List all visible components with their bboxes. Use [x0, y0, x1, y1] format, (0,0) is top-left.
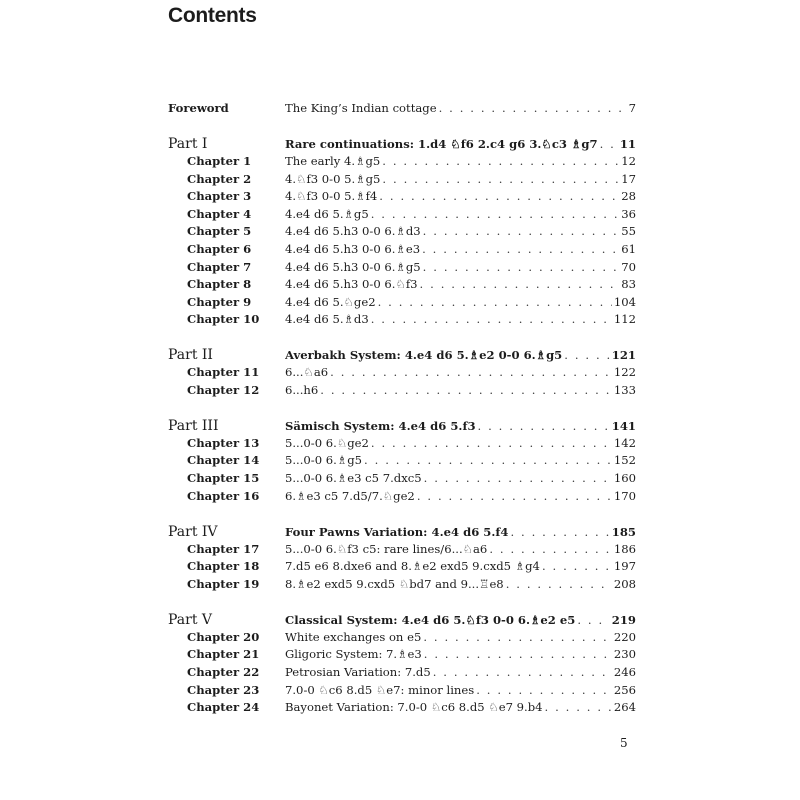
dot-leader [371, 435, 612, 453]
dot-leader [423, 629, 612, 647]
dot-leader [476, 682, 612, 700]
chapter-page: 133 [613, 382, 636, 397]
dot-leader [439, 100, 627, 118]
toc-part-row [168, 523, 636, 541]
dot-leader [506, 576, 612, 594]
toc-chapter-row [168, 452, 636, 470]
page-number: 5 [620, 736, 628, 750]
chapter-title: 4.e4 d6 5.♗g5 [285, 206, 369, 221]
dot-leader [382, 171, 619, 189]
part-label: Part IV [168, 523, 218, 540]
chapter-title: 6...h6 [285, 382, 319, 397]
dot-leader [433, 664, 612, 682]
chapter-page: 104 [613, 294, 636, 309]
chapter-entry[interactable] [285, 488, 636, 506]
toc-part-row [168, 611, 636, 629]
chapter-page: 112 [613, 312, 636, 327]
dot-leader [364, 452, 612, 470]
section-gap [168, 118, 636, 135]
chapter-page: 230 [613, 647, 636, 662]
part-page: 11 [619, 136, 636, 151]
chapter-title: 4.♘f3 0-0 5.♗g5 [285, 171, 381, 186]
toc-chapter-row [168, 629, 636, 647]
toc-chapter-row [168, 682, 636, 700]
section-gap [168, 400, 636, 417]
chapter-page: 36 [621, 206, 636, 221]
part-page: 219 [611, 612, 636, 627]
dot-leader [600, 135, 618, 153]
toc-chapter-row [168, 223, 636, 241]
chapter-entry[interactable] [285, 382, 636, 400]
dot-leader [424, 646, 612, 664]
part-title: Averbakh System: 4.e4 d6 5.♗e2 0-0 6.♗g5 [285, 348, 563, 363]
part-label: Part II [168, 347, 213, 364]
dot-leader [330, 364, 612, 382]
toc-chapter-row [168, 241, 636, 259]
foreword-label: Foreword [168, 101, 229, 115]
toc-chapter-row [168, 364, 636, 382]
part-page: 185 [611, 524, 636, 539]
toc-chapter-row [168, 188, 636, 206]
chapter-page: 12 [621, 153, 636, 168]
dot-leader [420, 276, 620, 294]
chapter-title: 4.♘f3 0-0 5.♗f4 [285, 189, 378, 204]
chapter-page: 122 [613, 365, 636, 380]
toc-chapter-row [168, 541, 636, 559]
chapter-label: Chapter 22 [187, 665, 260, 680]
chapter-page: 186 [613, 541, 636, 556]
toc-chapter-row [168, 276, 636, 294]
table-of-contents [168, 100, 636, 717]
toc-chapter-row [168, 664, 636, 682]
dot-leader [577, 611, 609, 629]
chapter-page: 83 [621, 277, 636, 292]
toc-chapter-row [168, 470, 636, 488]
chapter-entry[interactable] [285, 558, 636, 576]
chapter-page: 70 [621, 259, 636, 274]
part-entry[interactable] [285, 346, 636, 364]
part-label: Part I [168, 135, 208, 152]
chapter-page: 17 [621, 171, 636, 186]
chapter-title: 7.d5 e6 8.dxe6 and 8.♗e2 exd5 9.cxd5 ♗g4 [285, 559, 540, 574]
part-title: Four Pawns Variation: 4.e4 d6 5.f4 [285, 524, 509, 539]
chapter-title: Bayonet Variation: 7.0-0 ♘c6 8.d5 ♘e7 9.b4 [285, 700, 543, 715]
chapter-title: 4.e4 d6 5.♘ge2 [285, 294, 376, 309]
chapter-entry[interactable] [285, 699, 636, 717]
chapter-title: Gligoric System: 7.♗e3 [285, 647, 422, 662]
chapter-page: 246 [613, 665, 636, 680]
toc-chapter-row [168, 382, 636, 400]
toc-foreword-row [168, 100, 636, 118]
chapter-entry[interactable] [285, 646, 636, 664]
chapter-title: 5...0-0 6.♘f3 c5: rare lines/6...♘a6 [285, 541, 488, 556]
part-title: Classical System: 4.e4 d6 5.♘f3 0-0 6.♗e2 e5 [285, 612, 576, 627]
chapter-entry[interactable] [285, 576, 636, 594]
dot-leader [371, 311, 612, 329]
chapter-page: 256 [613, 682, 636, 697]
chapter-entry[interactable] [285, 259, 636, 277]
toc-part-row [168, 346, 636, 364]
toc-chapter-row [168, 558, 636, 576]
toc-chapter-row [168, 206, 636, 224]
dot-leader [423, 223, 620, 241]
chapter-page: 264 [613, 700, 636, 715]
chapter-label: Chapter 7 [187, 259, 252, 274]
dot-leader [371, 206, 620, 224]
section-gap [168, 505, 636, 522]
chapter-label: Chapter 8 [187, 277, 252, 292]
toc-part-row [168, 417, 636, 435]
chapter-title: 5...0-0 6.♘ge2 [285, 435, 369, 450]
chapter-page: 170 [613, 488, 636, 503]
chapter-title: 4.e4 d6 5.h3 0-0 6.♗e3 [285, 241, 421, 256]
chapter-title: 5...0-0 6.♗g5 [285, 453, 363, 468]
chapter-entry[interactable] [285, 311, 636, 329]
chapter-page: 220 [613, 629, 636, 644]
toc-chapter-row [168, 646, 636, 664]
chapter-entry[interactable] [285, 276, 636, 294]
chapter-label: Chapter 20 [187, 629, 260, 644]
chapter-entry[interactable] [285, 294, 636, 312]
part-entry[interactable] [285, 135, 636, 153]
chapter-label: Chapter 9 [187, 294, 252, 309]
chapter-title: 5...0-0 6.♗e3 c5 7.dxc5 [285, 471, 422, 486]
chapter-page: 160 [613, 471, 636, 486]
dot-leader [424, 470, 612, 488]
chapter-label: Chapter 15 [187, 471, 260, 486]
dot-leader [382, 153, 619, 171]
toc-part-row [168, 135, 636, 153]
dot-leader [417, 488, 612, 506]
chapter-entry[interactable] [285, 629, 636, 647]
chapter-title: The early 4.♗g5 [285, 153, 381, 168]
chapter-title: 7.0-0 ♘c6 8.d5 ♘e7: minor lines [285, 682, 475, 697]
dot-leader [542, 558, 612, 576]
chapter-entry[interactable] [285, 206, 636, 224]
chapter-page: 28 [621, 189, 636, 204]
dot-leader [320, 382, 612, 400]
chapter-entry[interactable] [285, 171, 636, 189]
chapter-page: 208 [613, 576, 636, 591]
chapter-entry[interactable] [285, 541, 636, 559]
chapter-label: Chapter 6 [187, 241, 252, 256]
chapter-title: 4.e4 d6 5.♗d3 [285, 312, 369, 327]
parts-list [168, 118, 636, 717]
chapter-label: Chapter 17 [187, 541, 260, 556]
part-page: 121 [611, 348, 636, 363]
part-label: Part V [168, 611, 213, 628]
chapter-entry[interactable] [285, 664, 636, 682]
toc-chapter-row [168, 171, 636, 189]
chapter-label: Chapter 10 [187, 312, 260, 327]
chapter-label: Chapter 3 [187, 189, 252, 204]
chapter-label: Chapter 2 [187, 171, 252, 186]
chapter-label: Chapter 5 [187, 224, 252, 239]
chapter-label: Chapter 18 [187, 559, 260, 574]
part-page: 141 [611, 418, 636, 433]
toc-chapter-row [168, 699, 636, 717]
dot-leader [478, 417, 610, 435]
chapter-title: White exchanges on e5 [285, 629, 422, 644]
toc-chapter-row [168, 311, 636, 329]
foreword-entry[interactable] [285, 100, 636, 118]
page-title: Contents [168, 4, 257, 27]
part-entry[interactable] [285, 611, 636, 629]
dot-leader [422, 241, 619, 259]
dot-leader [378, 294, 612, 312]
dot-leader [510, 523, 609, 541]
chapter-entry[interactable] [285, 364, 636, 382]
toc-chapter-row [168, 576, 636, 594]
chapter-label: Chapter 23 [187, 682, 260, 697]
dot-leader [423, 259, 620, 277]
section-gap [168, 329, 636, 346]
dot-leader [564, 346, 610, 364]
chapter-entry[interactable] [285, 223, 636, 241]
toc-chapter-row [168, 294, 636, 312]
dot-leader [489, 541, 612, 559]
toc-chapter-row [168, 259, 636, 277]
foreword-page: 7 [628, 101, 636, 115]
chapter-page: 152 [613, 453, 636, 468]
chapter-title: 6.♗e3 c5 7.d5/7.♘ge2 [285, 488, 415, 503]
chapter-label: Chapter 13 [187, 435, 260, 450]
foreword-title: The King’s Indian cottage [285, 101, 437, 115]
chapter-label: Chapter 1 [187, 153, 252, 168]
dot-leader [545, 699, 612, 717]
chapter-entry[interactable] [285, 153, 636, 171]
chapter-label: Chapter 11 [187, 365, 260, 380]
chapter-label: Chapter 24 [187, 700, 260, 715]
chapter-page: 61 [621, 241, 636, 256]
chapter-entry[interactable] [285, 241, 636, 259]
part-entry[interactable] [285, 417, 636, 435]
toc-chapter-row [168, 488, 636, 506]
chapter-title: Petrosian Variation: 7.d5 [285, 665, 431, 680]
chapter-title: 6...♘a6 [285, 365, 329, 380]
chapter-label: Chapter 14 [187, 453, 260, 468]
chapter-label: Chapter 12 [187, 382, 260, 397]
chapter-page: 142 [613, 435, 636, 450]
part-entry[interactable] [285, 523, 636, 541]
toc-chapter-row [168, 153, 636, 171]
chapter-page: 197 [613, 559, 636, 574]
chapter-entry[interactable] [285, 452, 636, 470]
chapter-page: 55 [621, 224, 636, 239]
chapter-entry[interactable] [285, 188, 636, 206]
chapter-entry[interactable] [285, 435, 636, 453]
chapter-entry[interactable] [285, 682, 636, 700]
section-gap [168, 593, 636, 610]
chapter-label: Chapter 4 [187, 206, 252, 221]
chapter-label: Chapter 16 [187, 488, 260, 503]
chapter-title: 4.e4 d6 5.h3 0-0 6.♘f3 [285, 277, 418, 292]
chapter-title: 4.e4 d6 5.h3 0-0 6.♗d3 [285, 224, 421, 239]
part-title: Sämisch System: 4.e4 d6 5.f3 [285, 418, 476, 433]
part-title: Rare continuations: 1.d4 ♘f6 2.c4 g6 3.♘c3 ♗g7 [285, 136, 598, 151]
part-label: Part III [168, 417, 219, 434]
chapter-label: Chapter 21 [187, 647, 260, 662]
chapter-entry[interactable] [285, 470, 636, 488]
chapter-label: Chapter 19 [187, 576, 260, 591]
chapter-title: 8.♗e2 exd5 9.cxd5 ♘bd7 and 9...♖e8 [285, 576, 504, 591]
chapter-title: 4.e4 d6 5.h3 0-0 6.♗g5 [285, 259, 421, 274]
dot-leader [379, 188, 619, 206]
toc-chapter-row [168, 435, 636, 453]
